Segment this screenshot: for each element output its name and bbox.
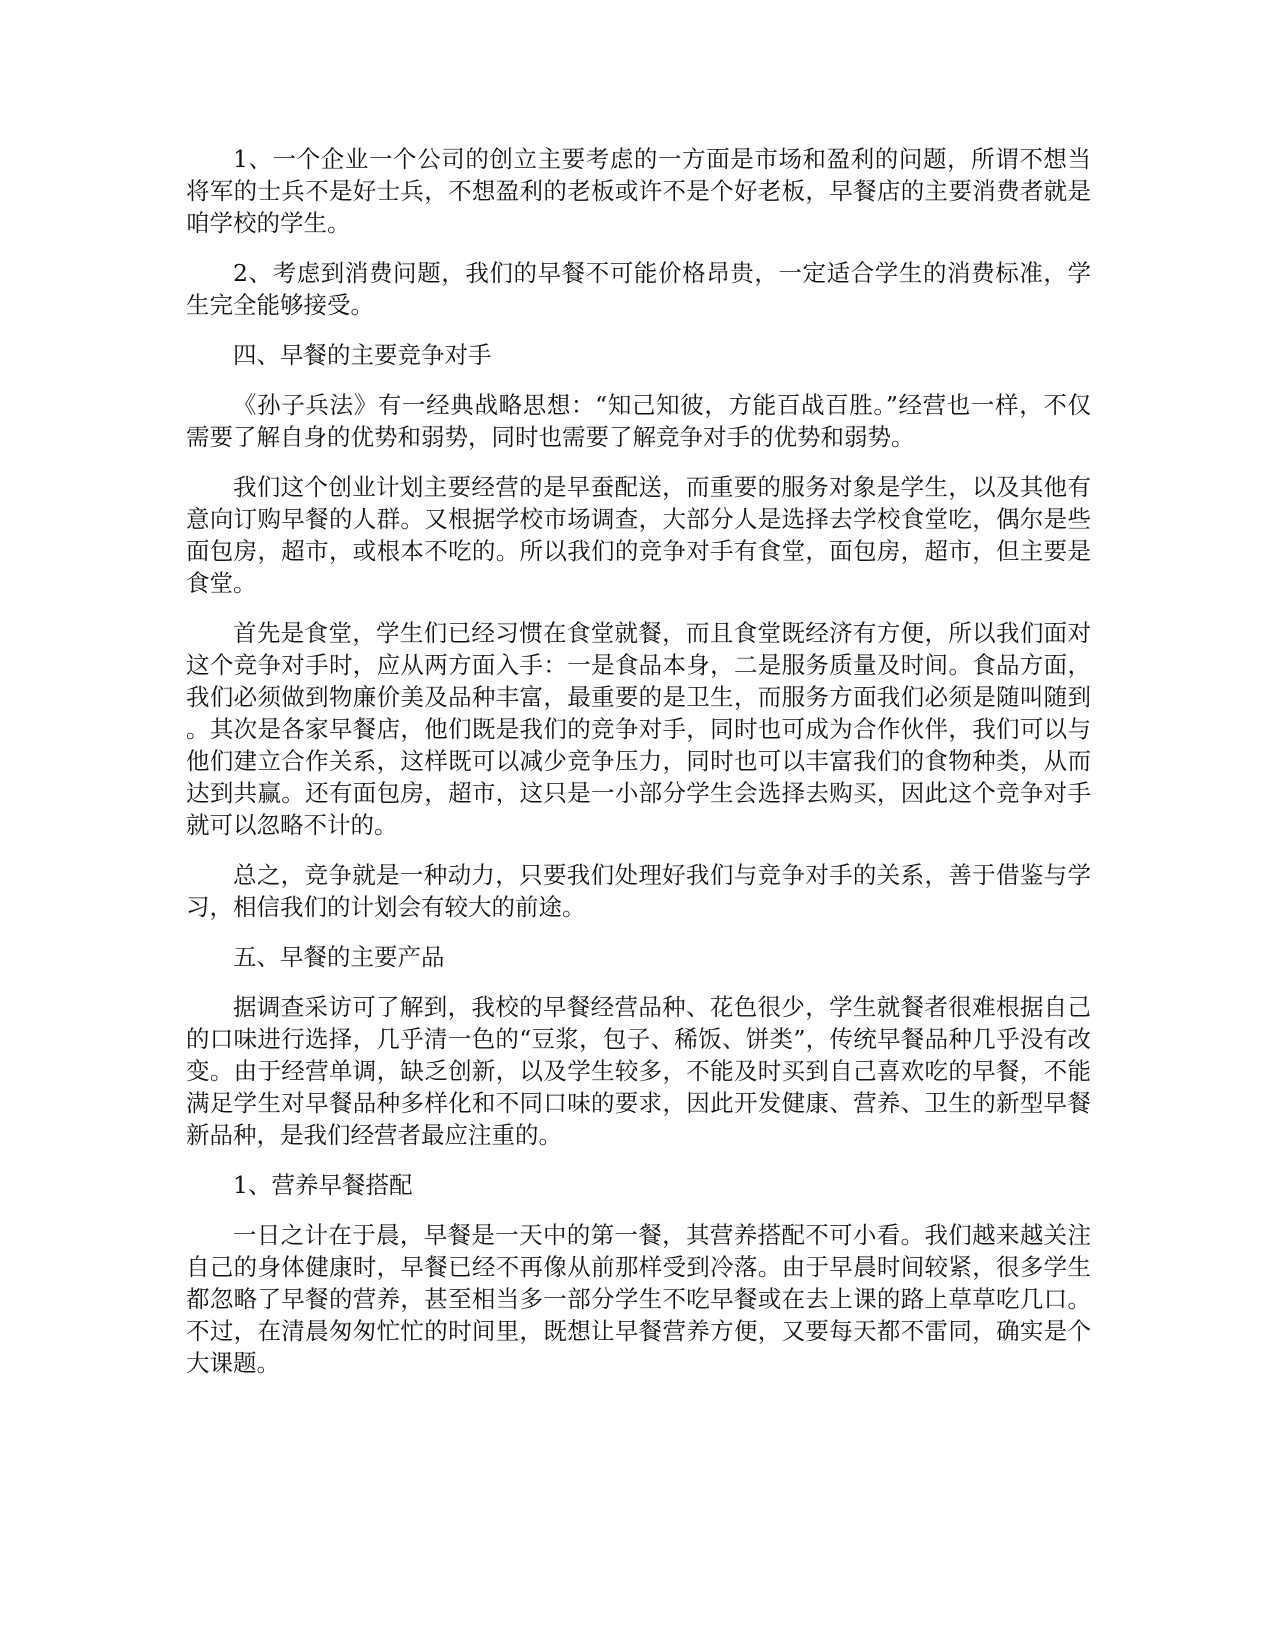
paragraph-canteen: 首先是食堂，学生们已经习惯在食堂就餐，而且食堂既经济有方便，所以我们面对这个竞争对手时，应从两方面入手：一是食品本身，二是服务质量及时间。食品方面，我们必须做到物廉价美及品种丰富，最重要的是卫生，而服务方面我们必须是随叫随到。其次是各家早餐店，他们既是我们的竞争对手，同时也可成为合作伙伴，我们可以与他们建立合作关系，这样既可以减少竞争压力，同时也可以丰富我们的食物种类，从而达到共赢。还有面包房，超市，这只是一小部分学生会选择去购买，因此这个竞争对手就可以忽略不计的。 <box>186 619 1091 839</box>
paragraph-summary: 总之，竞争就是一种动力，只要我们处理好我们与竞争对手的关系，善于借鉴与学习，相信我们的计划会有较大的前途。 <box>186 861 1091 921</box>
document-body <box>186 143 1091 1397</box>
paragraph-profit: 1、一个企业一个公司的创立主要考虑的一方面是市场和盈利的问题，所谓不想当将军的士兵不是好士兵，不想盈利的老板或许不是个好老板，早餐店的主要消费者就是咱学校的学生。 <box>186 145 1091 237</box>
paragraph-sunzi: 《孙子兵法》有一经典战略思想：“知己知彼，方能百战百胜。”经营也一样，不仅需要了解自身的优势和弱势，同时也需要了解竞争对手的优势和弱势。 <box>186 391 1091 451</box>
subheading-nutrition: 1、营养早餐搭配 <box>233 1171 413 1199</box>
section-heading-products: 五、早餐的主要产品 <box>233 943 445 971</box>
paragraph-business-plan: 我们这个创业计划主要经营的是早蚕配送，而重要的服务对象是学生，以及其他有意向订购早餐的人群。又根据学校市场调查，大部分人是选择去学校食堂吃，偶尔是些面包房，超市，或根本不吃的。所以我们的竞争对手有食堂，面包房，超市，但主要是食堂。 <box>186 473 1091 597</box>
section-heading-competitors: 四、早餐的主要竞争对手 <box>233 341 492 369</box>
paragraph-nutrition: 一日之计在于晨，早餐是一天中的第一餐，其营养搭配不可小看。我们越来越关注自己的身体健康时，早餐已经不再像从前那样受到冷落。由于早晨时间较紧，很多学生都忽略了早餐的营养，甚至相当多一部分学生不吃早餐或在去上课的路上草草吃几口。不过，在清晨匆匆忙忙的时间里，既想让早餐营养方便，又要每天都不雷同，确实是个大课题。 <box>186 1221 1091 1377</box>
paragraph-survey: 据调查采访可了解到，我校的早餐经营品种、花色很少，学生就餐者很难根据自己的口味进行选择，几乎清一色的“豆浆，包子、稀饭、饼类”，传统早餐品种几乎没有改变。由于经营单调，缺乏创新，以及学生较多，不能及时买到自己喜欢吃的早餐，不能满足学生对早餐品种多样化和不同口味的要求，因此开发健康、营养、卫生的新型早餐新品种，是我们经营者最应注重的。 <box>186 993 1091 1149</box>
paragraph-pricing: 2、考虑到消费问题，我们的早餐不可能价格昂贵，一定适合学生的消费标准，学生完全能够接受。 <box>186 259 1091 319</box>
